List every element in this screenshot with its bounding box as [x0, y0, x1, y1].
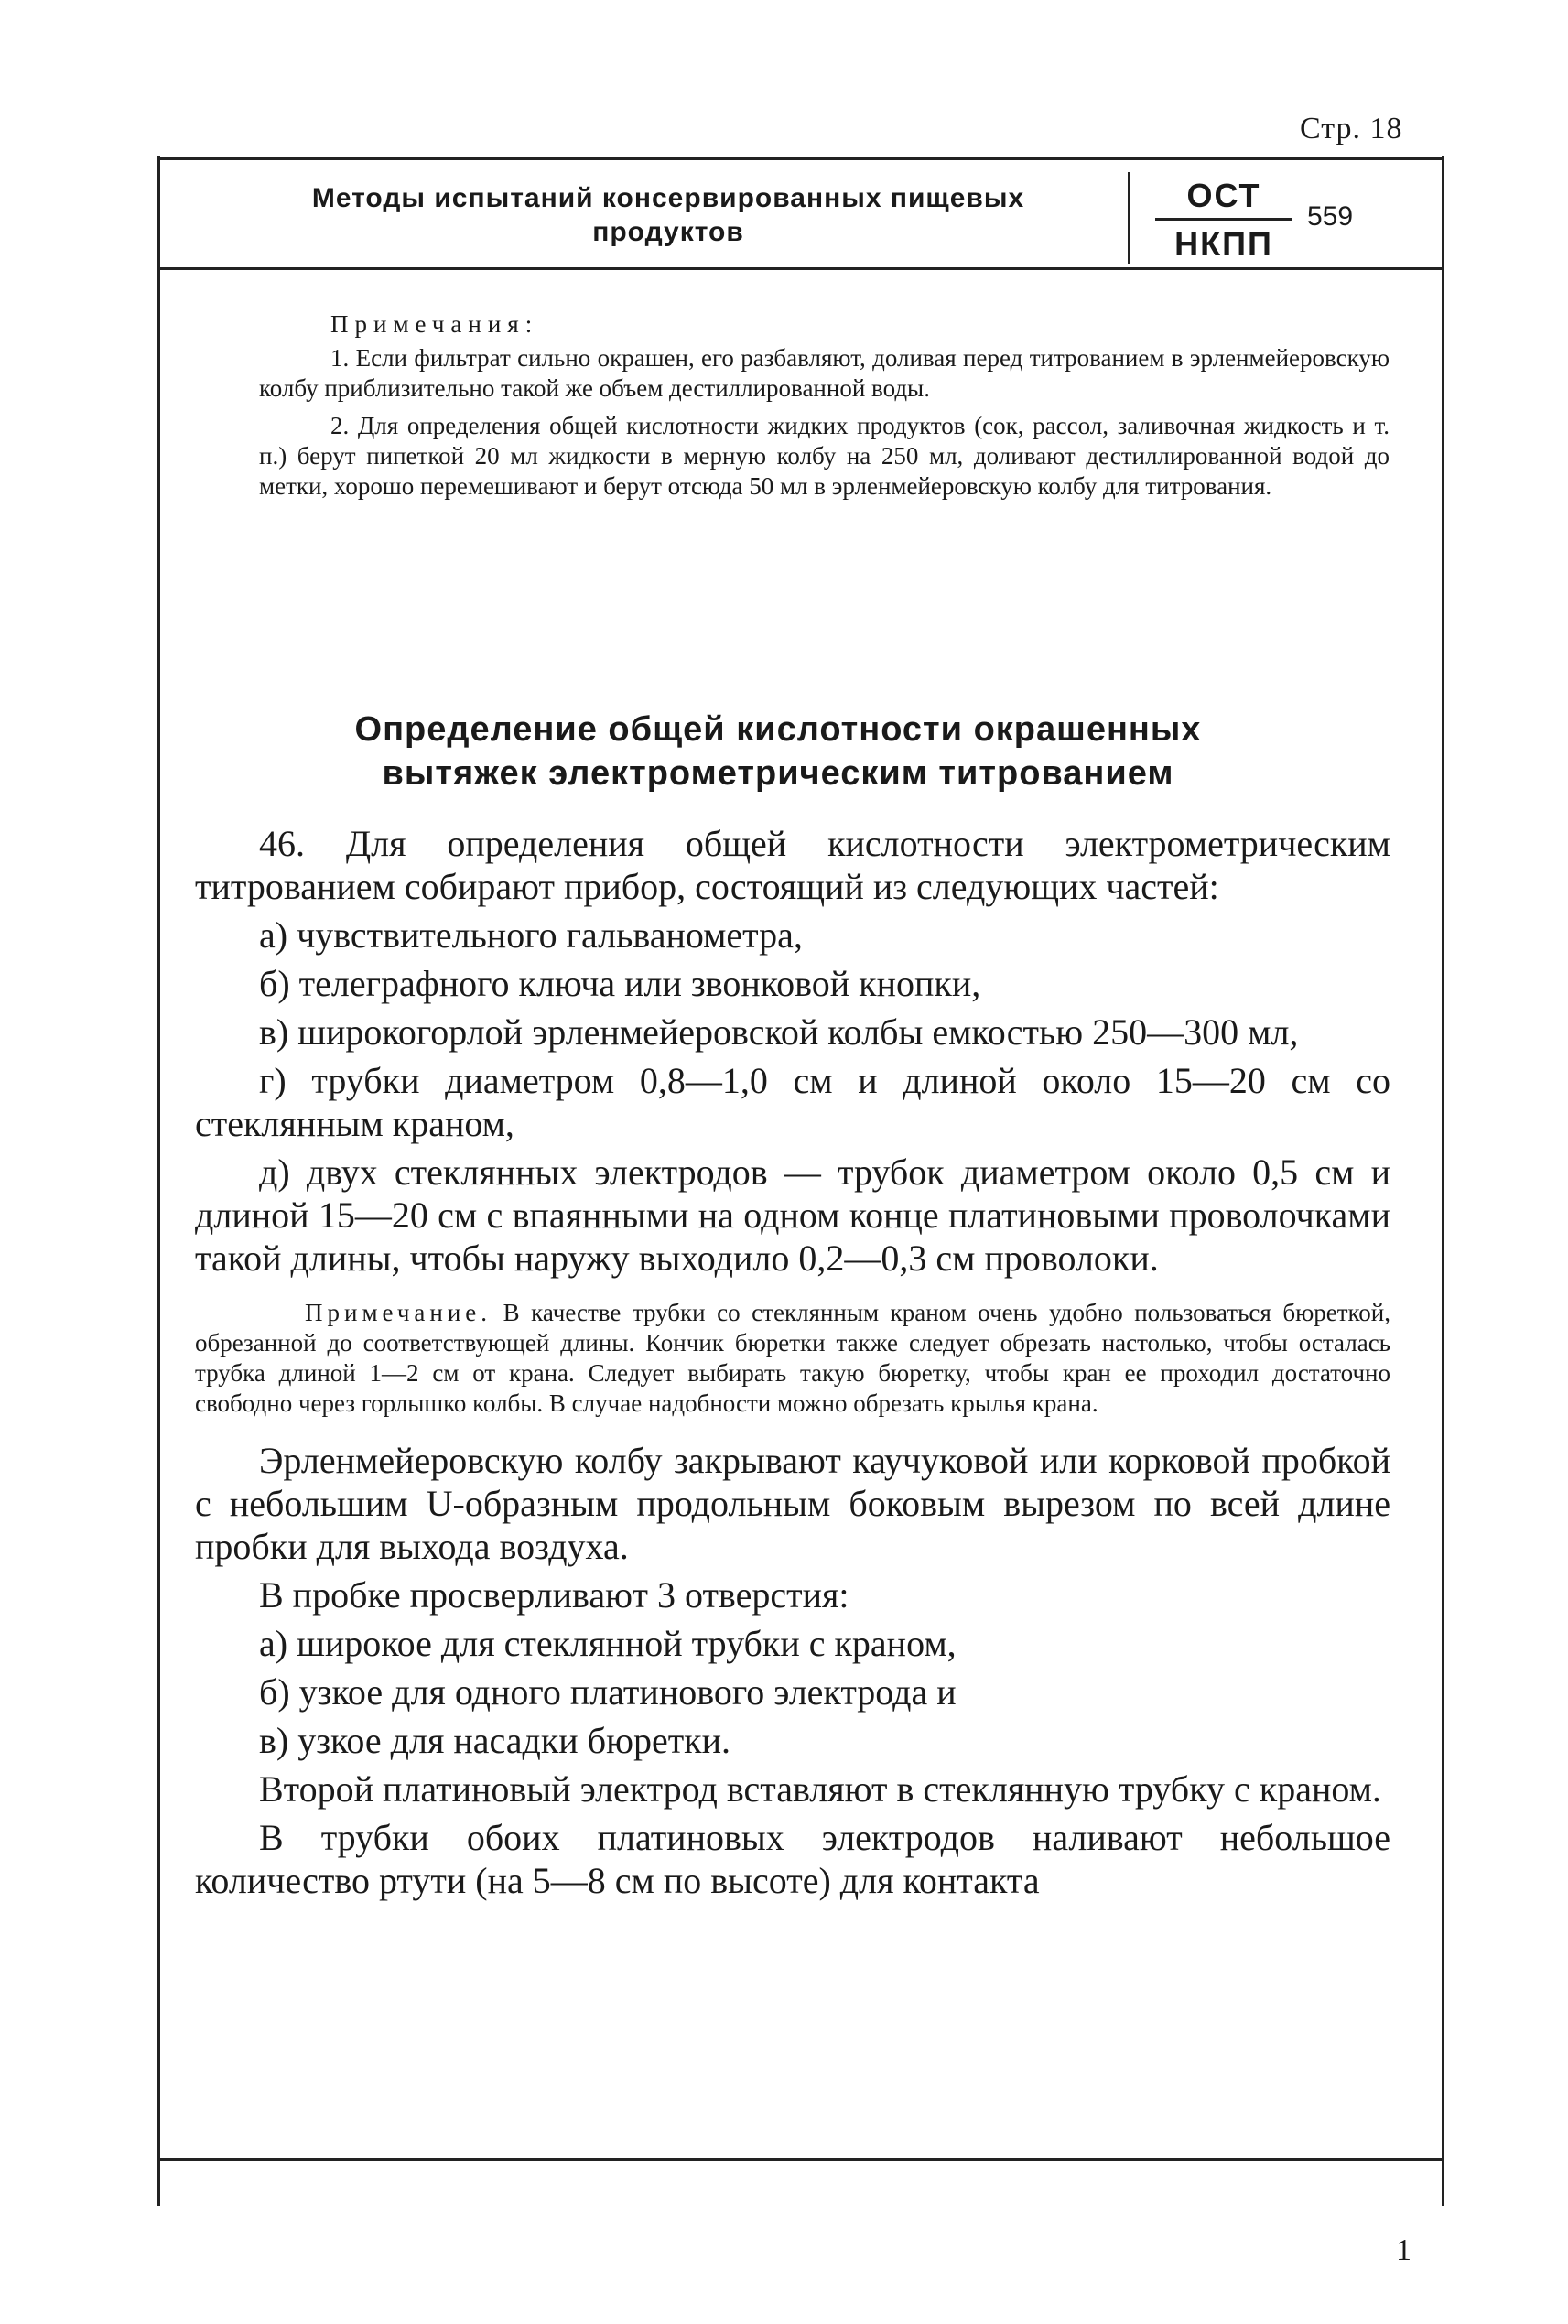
- list-item-a: а) чувствительного гальванометра,: [259, 914, 803, 956]
- paragraph-mercury: В трубки обоих платиновых электродов наливают небольшое количество ртути (на 5—8 см по высоте) для контакта: [195, 1817, 1390, 1901]
- hole-item-a: а) широкое для стеклянной трубки с краном,: [259, 1623, 957, 1664]
- fraction-line: [1155, 218, 1292, 221]
- list-item-b: б) телеграфного ключа или звонковой кнопки,: [259, 963, 981, 1004]
- note-label: Примечание.: [305, 1299, 492, 1326]
- header-bottom-rule: [157, 267, 1442, 270]
- notes-block: [259, 309, 1390, 509]
- hole-item-v: в) узкое для насадки бюретки.: [259, 1720, 731, 1761]
- standard-designation: [1155, 176, 1292, 265]
- frame-top-rule: [157, 157, 1442, 160]
- paragraph-46: 46. Для определения общей кислотности электрометрическим титрованием собирают прибор, состоящий из следующих частей:: [195, 823, 1390, 907]
- paragraph-second-electrode: Второй платиновый электрод вставляют в стеклянную трубку с краном.: [259, 1768, 1381, 1810]
- nkpp-label: НКПП: [1174, 225, 1273, 263]
- list-item-v: в) широкогорлой эрленмейеровской колбы емкостью 250—300 мл,: [259, 1011, 1299, 1053]
- paragraph-holes: В пробке просверливают 3 отверстия:: [259, 1574, 849, 1616]
- note-text: В качестве трубки со стеклянным краном очень удобно пользоваться бюреткой, обрезанной до соответствующей длины. Кончик бюретки также следует обрезать настолько, чтобы осталась трубка длиной 1—2 см от крана. Следует выбирать такую бюретку, чтобы кран ее проходил достаточно свободно через горлышко колбы. В случае надобности можно обрезать крылья крана.: [195, 1299, 1390, 1417]
- header-divider: [1128, 172, 1130, 264]
- note-item-2: 2. Для определения общей кислотности жидких продуктов (сок, рассол, заливочная жидкость и т. п.) берут пипеткой 20 мл жидкости в мерную колбу на 250 мл, доливают дестиллированной водой до метки, хорошо перемешивают и берут отсюда 50 мл в эрленмейеровскую колбу для титрования.: [259, 412, 1390, 500]
- section-title-line-1: Определение общей кислотности окрашенных: [354, 710, 1202, 749]
- notes-heading: Примечания:: [330, 310, 539, 338]
- hole-item-b: б) узкое для одного платинового электрода и: [259, 1671, 957, 1713]
- sheet-number: 1: [1396, 2233, 1411, 2267]
- main-text: [195, 822, 1390, 1908]
- document-header-title: Методы испытаний консервированных пищевых продуктов: [311, 183, 1025, 247]
- paragraph-flask: Эрленмейеровскую колбу закрывают каучуковой или корковой пробкой с небольшим U-образным продольным боковым вырезом по всей длине пробки для выхода воздуха.: [195, 1440, 1390, 1567]
- standard-number: 559: [1307, 201, 1354, 232]
- burette-note: [195, 1298, 1390, 1419]
- frame-bottom-rule: [157, 2158, 1442, 2161]
- section-title: [275, 708, 1281, 795]
- list-item-g: г) трубки диаметром 0,8—1,0 см и длиной около 15—20 см со стеклянным краном,: [195, 1060, 1390, 1144]
- ost-label: ОСТ: [1186, 177, 1261, 214]
- section-title-line-2: вытяжек электрометрическим титрованием: [382, 754, 1174, 793]
- page-number: Стр. 18: [1300, 112, 1403, 146]
- list-item-d: д) двух стеклянных электродов — трубок диаметром около 0,5 см и длиной 15—20 см с впаянными на одном конце платиновыми проволочками такой длины, чтобы наружу выходило 0,2—0,3 см проволоки.: [195, 1151, 1390, 1279]
- note-item-1: 1. Если фильтрат сильно окрашен, его разбавляют, доливая перед титрованием в эрленмейеровскую колбу приблизительно такой же объем дестиллированной воды.: [259, 344, 1390, 402]
